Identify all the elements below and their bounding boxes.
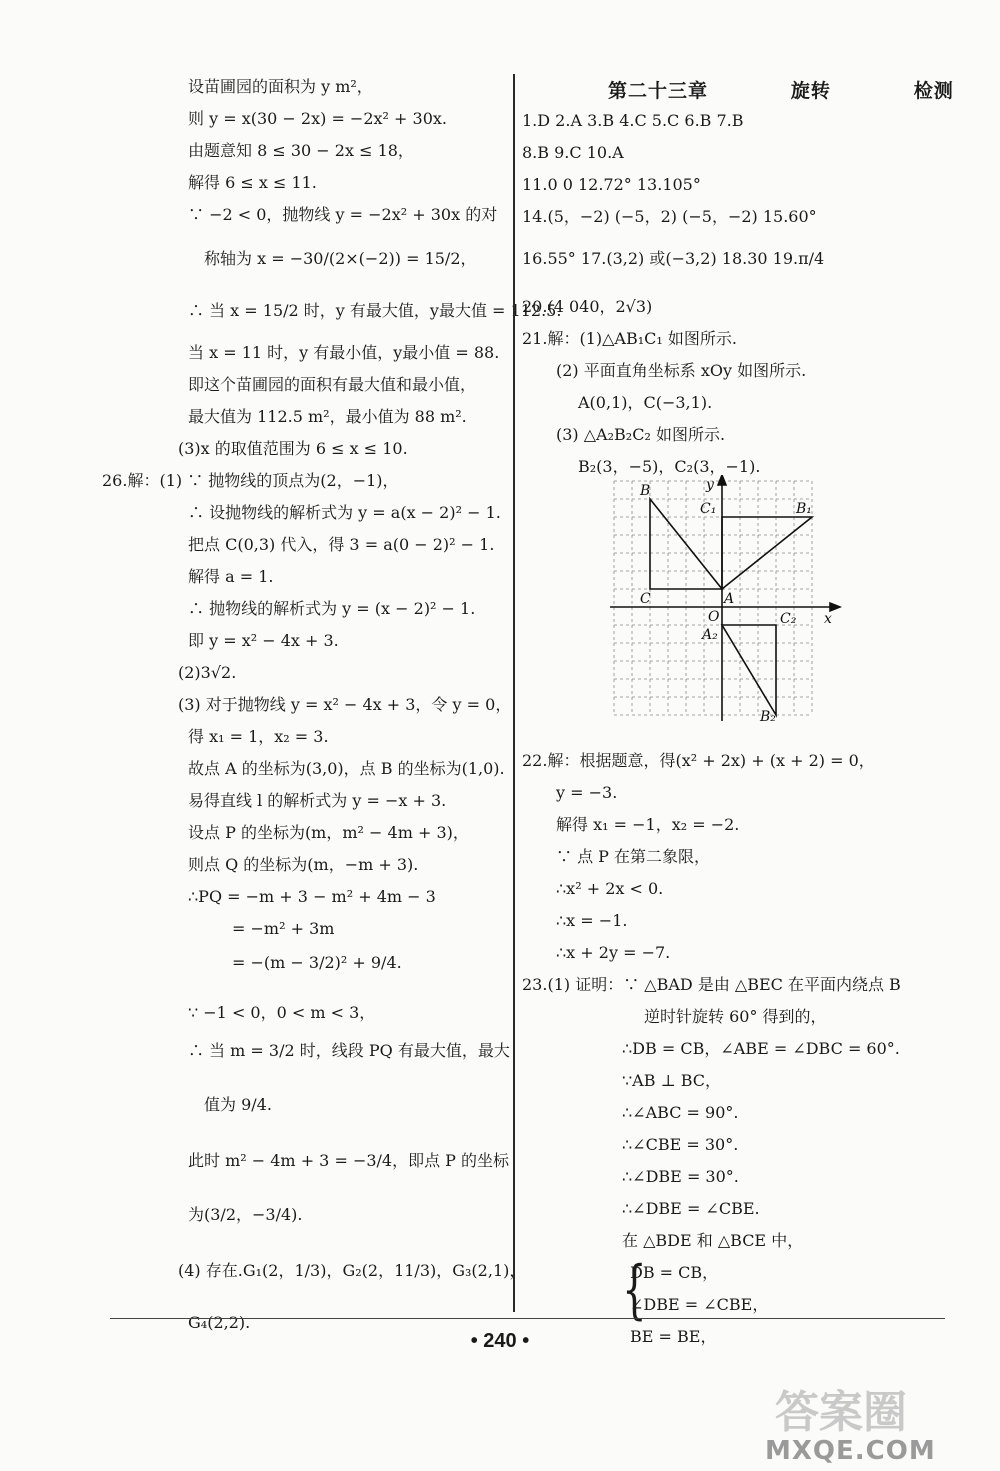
label-o: O — [708, 609, 720, 625]
right-column-line: 23.(1) 证明：∵ △BAD 是由 △BEC 在平面内绕点 B — [522, 975, 901, 994]
right-column-line: ∴x + 2y = −7. — [556, 943, 671, 962]
label-b2: B₂ — [760, 709, 776, 721]
right-column-line: ∴x² + 2x < 0. — [556, 879, 664, 898]
label-b: B — [640, 483, 651, 499]
right-column-line: BE = BE， — [630, 1327, 717, 1346]
label-y: y — [706, 477, 714, 493]
left-column-line: 值为 9/4. — [204, 1095, 272, 1114]
left-column-line: 设苗圃园的面积为 y m²， — [188, 77, 373, 96]
right-column-line: ∴∠DBE = ∠CBE. — [622, 1199, 760, 1218]
left-column-line: 则点 Q 的坐标为(m，−m + 3). — [188, 855, 419, 874]
right-column-line: ∴DB = CB，∠ABE = ∠DBC = 60°. — [622, 1039, 900, 1058]
right-column-line: 在 △BDE 和 △BCE 中， — [622, 1231, 804, 1250]
left-column-line: 最大值为 112.5 m²，最小值为 88 m². — [188, 407, 467, 426]
chapter-title: 第二十三章 旋转 检测 — [608, 80, 954, 102]
left-column-line: 当 x = 11 时，y 有最小值，y最小值 = 88. — [188, 343, 500, 362]
right-column-line: 逆时针旋转 60° 得到的， — [644, 1007, 827, 1026]
right-column-line: A(0,1)，C(−3,1). — [578, 393, 713, 412]
left-column-line: 为(3/2，−3/4). — [188, 1205, 303, 1224]
left-column-line: ∵ −2 < 0，抛物线 y = −2x² + 30x 的对 — [188, 205, 498, 224]
left-column-line: = −m² + 3m — [232, 919, 335, 938]
right-column-line: B₂(3，−5)，C₂(3，−1). — [578, 457, 761, 476]
left-column-line: 称轴为 x = −30/(2×(−2)) = 15/2， — [204, 249, 477, 268]
label-a2: A₂ — [702, 627, 718, 643]
coordinate-figure — [610, 475, 842, 721]
footer-rule — [110, 1318, 945, 1319]
left-column-line: 即这个苗圃园的面积有最大值和最小值， — [188, 375, 477, 394]
right-column-line: ∵ 点 P 在第二象限， — [556, 847, 711, 866]
label-c2: C₂ — [780, 611, 797, 627]
left-column-line: G₄(2,2). — [188, 1313, 251, 1332]
left-column-line: 由题意知 8 ≤ 30 − 2x ≤ 18， — [188, 141, 414, 160]
left-column-line: ∴ 设抛物线的解析式为 y = a(x − 2)² − 1. — [188, 503, 501, 522]
page-number: • 240 • — [470, 1330, 530, 1352]
left-column-line: 则 y = x(30 − 2x) = −2x² + 30x. — [188, 109, 448, 128]
left-column-line: (2)3√2. — [178, 663, 237, 682]
triangle-a2b2c2 — [722, 625, 776, 715]
right-column-line: 20.(4 040，2√3) — [522, 297, 653, 316]
left-column-line: 即 y = x² − 4x + 3. — [188, 631, 339, 650]
left-column-line: ∵ −1 < 0，0 < m < 3， — [188, 1003, 376, 1022]
left-column-line: = −(m − 3/2)² + 9/4. — [232, 953, 402, 972]
left-column-line: 得 x₁ = 1，x₂ = 3. — [188, 727, 329, 746]
right-column-line: y = −3. — [556, 783, 618, 802]
left-column-line: (3)x 的取值范围为 6 ≤ x ≤ 10. — [178, 439, 408, 458]
label-a: A — [724, 591, 735, 607]
left-column-line: ∴ 抛物线的解析式为 y = (x − 2)² − 1. — [188, 599, 476, 618]
left-column-line: 26.解：(1) ∵ 抛物线的顶点为(2，−1)， — [102, 471, 399, 490]
right-column-line: 1.D 2.A 3.B 4.C 5.C 6.B 7.B — [522, 111, 744, 130]
right-column-line: ∴∠ABC = 90°. — [622, 1103, 739, 1122]
right-column-line: (3) △A₂B₂C₂ 如图所示. — [556, 425, 726, 444]
left-column-line: ∴ 当 x = 15/2 时，y 有最大值，y最大值 = 112.5. — [188, 301, 562, 320]
left-column-line: 解得 6 ≤ x ≤ 11. — [188, 173, 317, 192]
right-column-line: ∵AB ⊥ BC， — [622, 1071, 722, 1090]
left-column-line: (3) 对于抛物线 y = x² − 4x + 3，令 y = 0， — [178, 695, 512, 714]
right-column-line: DB = CB， — [630, 1263, 719, 1282]
label-b1: B₁ — [796, 501, 812, 517]
watermark-text: MXQE.COM — [765, 1436, 936, 1466]
right-column-line: 11.0 0 12.72° 13.105° — [522, 175, 701, 194]
left-column-line: 故点 A 的坐标为(3,0)，点 B 的坐标为(1,0). — [188, 759, 505, 778]
label-c: C — [640, 591, 651, 607]
left-column-line: ∴PQ = −m + 3 − m² + 4m − 3 — [188, 887, 436, 906]
left-column-line: 易得直线 l 的解析式为 y = −x + 3. — [188, 791, 447, 810]
left-column-line: 解得 a = 1. — [188, 567, 274, 586]
left-column-line: 此时 m² − 4m + 3 = −3/4，即点 P 的坐标 — [188, 1151, 510, 1170]
right-column-line: 22.解：根据题意，得(x² + 2x) + (x + 2) = 0， — [522, 751, 875, 770]
left-column-line: 设点 P 的坐标为(m，m² − 4m + 3)， — [188, 823, 469, 842]
left-column-line: 把点 C(0,3) 代入，得 3 = a(0 − 2)² − 1. — [188, 535, 495, 554]
right-column-line: ∴x = −1. — [556, 911, 628, 930]
label-c1: C₁ — [700, 501, 717, 517]
right-column-line: 14.(5，−2) (−5，2) (−5，−2) 15.60° — [522, 207, 817, 226]
system-brace: { — [622, 1253, 647, 1327]
column-divider — [513, 74, 515, 1312]
right-column-line: 21.解：(1)△AB₁C₁ 如图所示. — [522, 329, 737, 348]
right-column-line: ∴∠DBE = 30°. — [622, 1167, 739, 1186]
right-column-line: ∴∠CBE = 30°. — [622, 1135, 739, 1154]
label-x: x — [824, 611, 832, 627]
right-column-line: 16.55° 17.(3,2) 或(−3,2) 18.30 19.π/4 — [522, 249, 825, 268]
right-column-line: ∠DBE = ∠CBE， — [630, 1295, 769, 1314]
watermark-logo — [765, 1376, 990, 1466]
right-column-line: (2) 平面直角坐标系 xOy 如图所示. — [556, 361, 807, 380]
left-column-line: (4) 存在.G₁(2，1/3)，G₂(2，11/3)，G₃(2,1)， — [178, 1261, 526, 1280]
left-column-line: ∴ 当 m = 3/2 时，线段 PQ 有最大值，最大 — [188, 1041, 510, 1060]
watermark-cjk: 答案圈 — [775, 1387, 907, 1438]
right-column-line: 解得 x₁ = −1，x₂ = −2. — [556, 815, 740, 834]
right-column-line: 8.B 9.C 10.A — [522, 143, 624, 162]
